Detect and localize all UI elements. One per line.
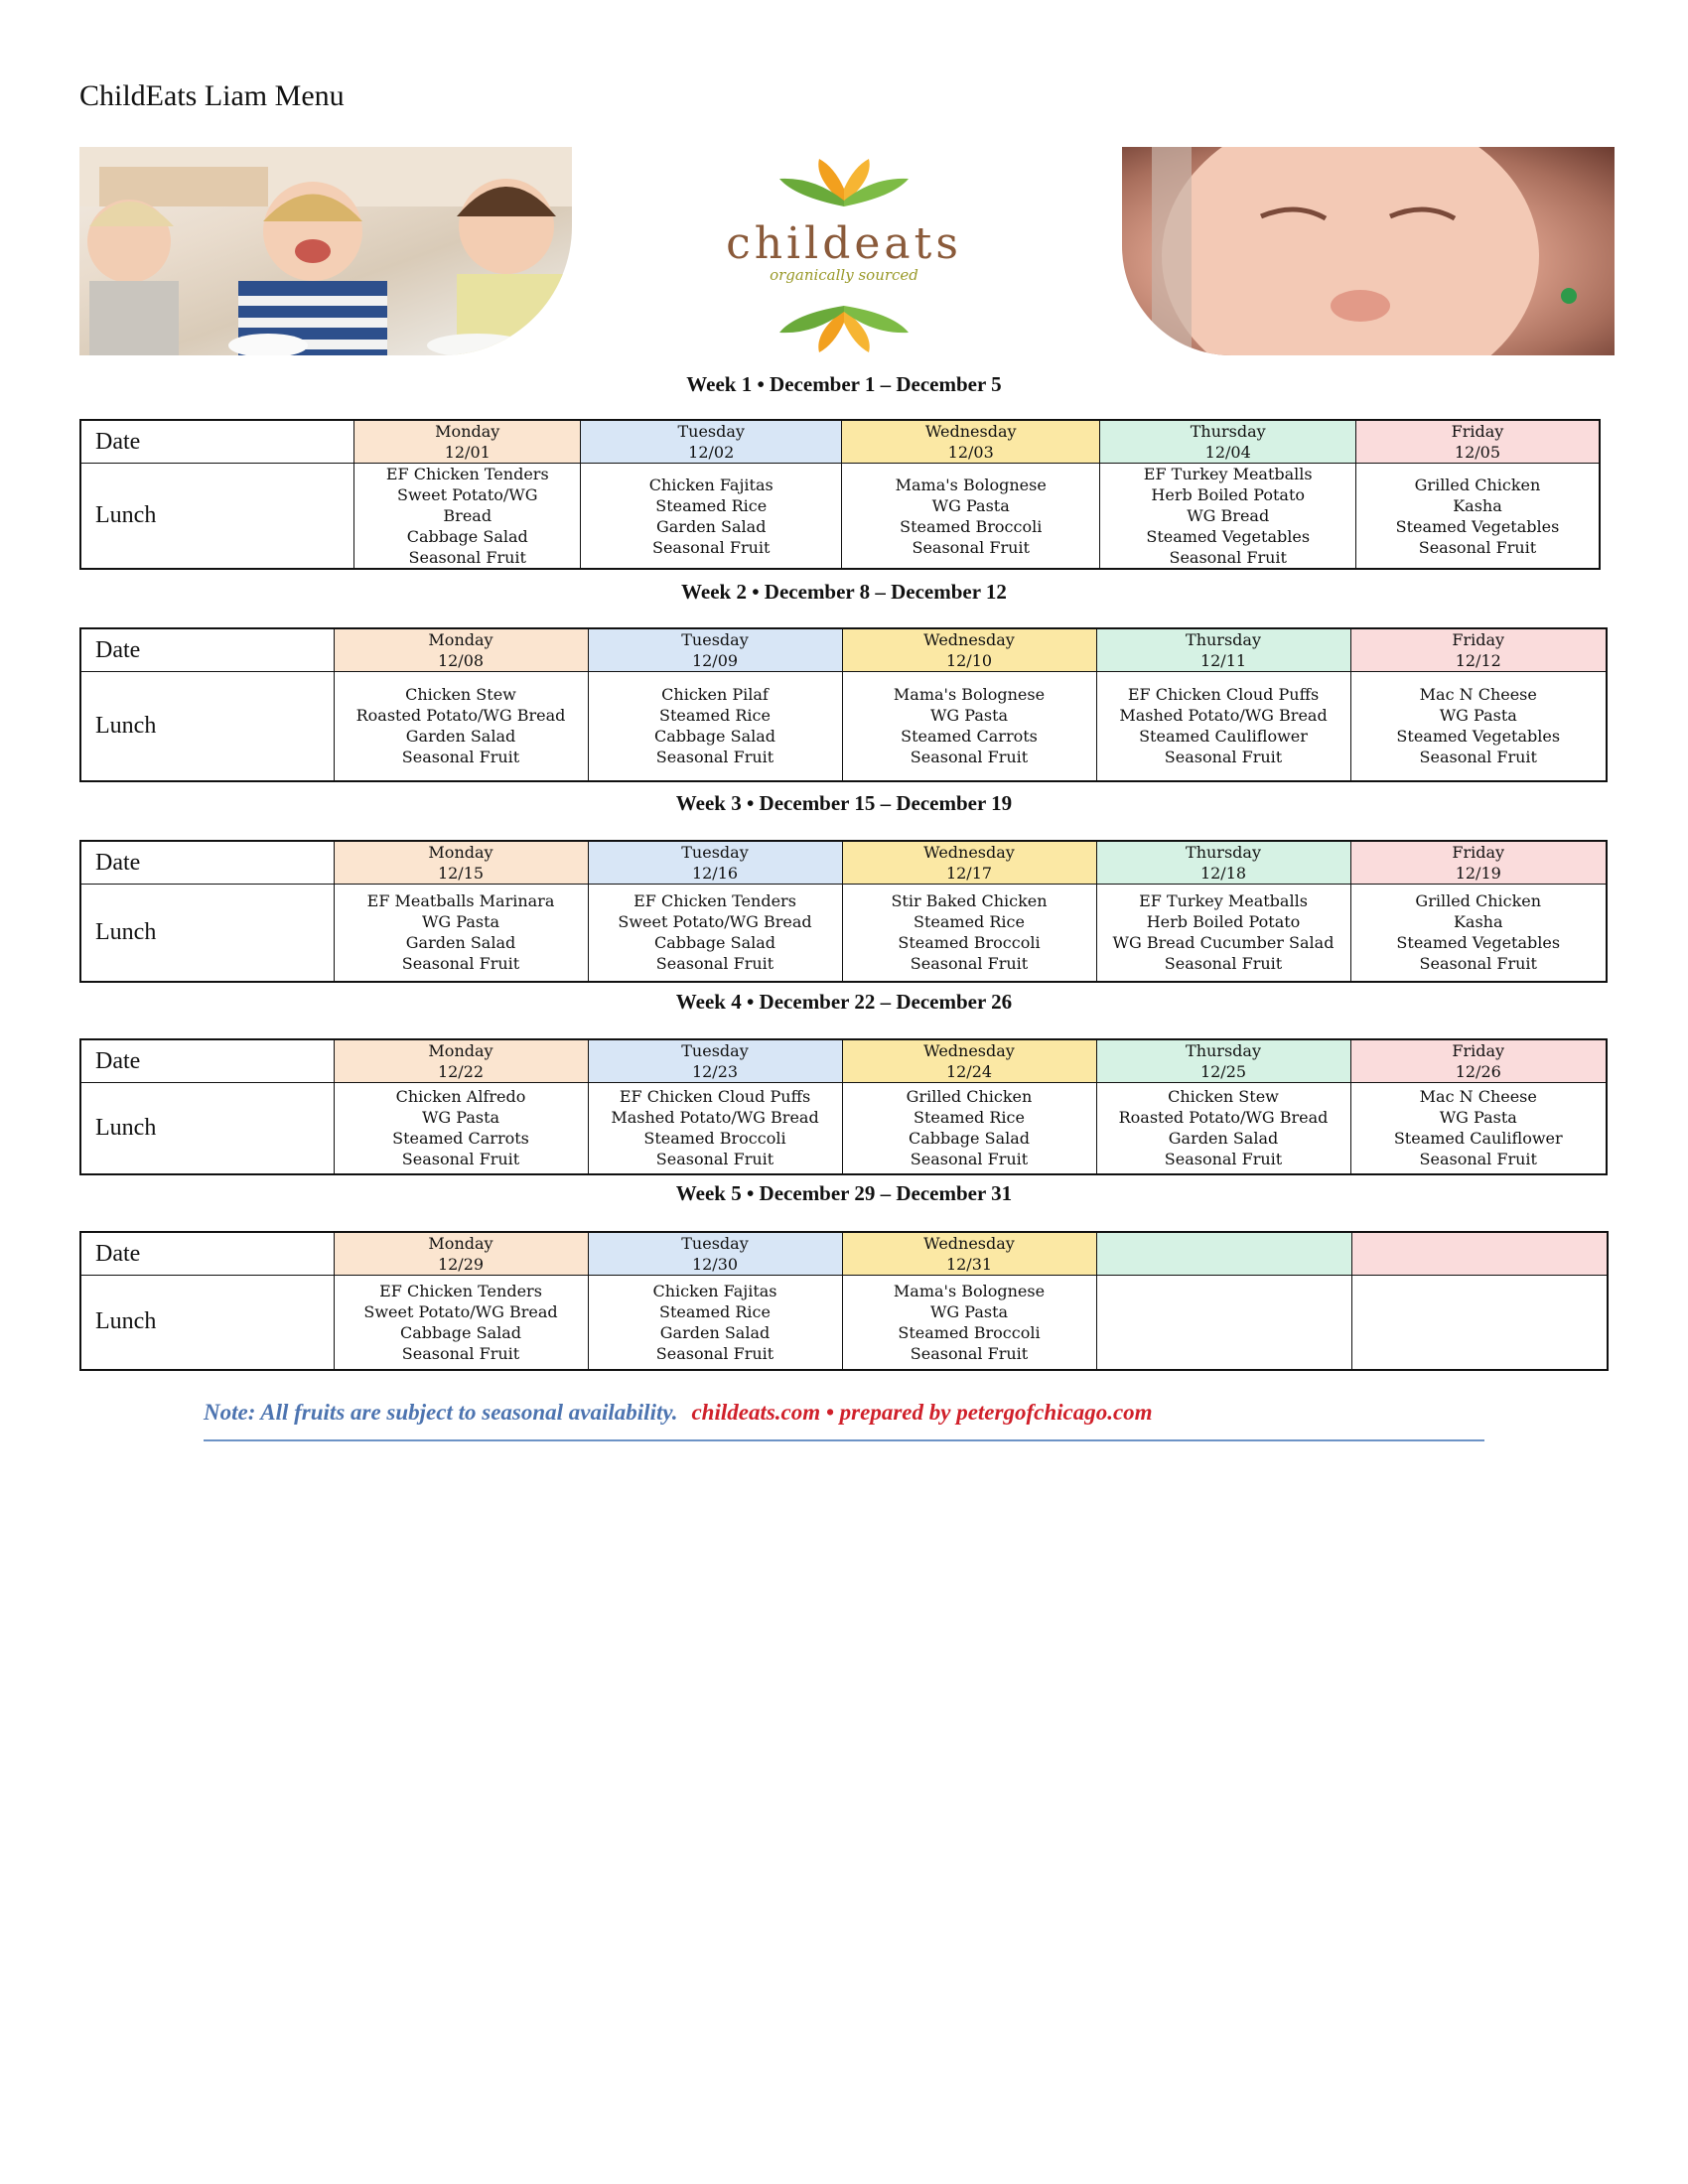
menu-item: Seasonal Fruit — [910, 954, 1029, 974]
menu-item: WG Pasta — [931, 495, 1010, 515]
childeats-logo — [685, 149, 1003, 357]
menu-item: Steamed Vegetables — [1395, 516, 1560, 536]
day-header-cell — [588, 628, 842, 672]
document-title: ChildEats Liam Menu — [79, 79, 345, 112]
menu-item: WG Bread Cucumber Salad — [1112, 933, 1335, 953]
menu-item: Mac N Cheese — [1419, 685, 1537, 705]
menu-item: Sweet Potato/WG Bread — [618, 912, 812, 932]
menu-item: Seasonal Fruit — [1169, 548, 1287, 567]
menu-item: Seasonal Fruit — [651, 537, 771, 557]
day-name: Monday — [428, 843, 493, 862]
day-date: 12/23 — [691, 1062, 739, 1081]
menu-item: Steamed Cauliflower — [1393, 1129, 1563, 1149]
day-header-cell — [1350, 628, 1607, 672]
day-header-cell — [334, 628, 588, 672]
lunch-label: Lunch — [80, 885, 334, 982]
date-row — [80, 420, 1600, 464]
menu-item: Herb Boiled Potato — [1146, 912, 1301, 932]
menu-item: Cabbage Salad — [406, 527, 528, 546]
meal-cell — [842, 1083, 1096, 1174]
day-header-cell — [1350, 841, 1607, 885]
date-row — [80, 1039, 1607, 1083]
menu-item: Seasonal Fruit — [401, 1150, 520, 1169]
meal-cell — [841, 464, 1100, 570]
menu-item: Seasonal Fruit — [655, 1150, 774, 1169]
day-date: 12/04 — [1204, 443, 1251, 462]
menu-item: Cabbage Salad — [400, 1322, 521, 1342]
day-header-cell — [1096, 841, 1350, 885]
menu-item: Grilled Chicken — [1415, 891, 1542, 911]
meal-cell — [1350, 1083, 1607, 1174]
week-menu-table — [79, 840, 1608, 983]
menu-item: Mashed Potato/WG Bread — [1119, 706, 1328, 726]
day-name: Tuesday — [681, 843, 749, 862]
menu-item: EF Chicken Cloud Puffs — [619, 1087, 811, 1107]
lunch-label: Lunch — [80, 1276, 334, 1370]
meal-cell — [1096, 672, 1350, 781]
menu-item: WG Pasta — [929, 706, 1009, 726]
meal-cell — [842, 885, 1096, 982]
menu-item: EF Chicken Tenders — [633, 891, 796, 911]
day-header-cell — [1096, 628, 1350, 672]
menu-item: Steamed Rice — [659, 706, 771, 726]
day-date: 12/26 — [1455, 1062, 1501, 1081]
week-menu-table — [79, 1038, 1608, 1175]
date-label: Date — [80, 1232, 334, 1276]
menu-item: Chicken Fajitas — [648, 475, 774, 494]
meal-cell — [1355, 464, 1600, 570]
day-name: Tuesday — [681, 1234, 749, 1253]
day-name: Friday — [1452, 843, 1505, 862]
menu-item: Steamed Broccoli — [898, 933, 1041, 953]
day-header-cell — [334, 841, 588, 885]
day-header-cell — [1355, 420, 1600, 464]
menu-item: Seasonal Fruit — [408, 548, 526, 567]
day-name: Tuesday — [677, 422, 745, 441]
day-name: Friday — [1452, 630, 1505, 649]
menu-item: Seasonal Fruit — [1418, 537, 1537, 557]
day-date: 12/24 — [945, 1062, 993, 1081]
menu-item: Roasted Potato/WG Bread — [1118, 1108, 1329, 1128]
lunch-row — [80, 464, 1600, 570]
menu-item: Steamed Vegetables — [1396, 727, 1561, 747]
menu-item: Mama's Bolognese — [893, 1281, 1046, 1300]
menu-item: Garden Salad — [405, 727, 516, 747]
meal-cell — [354, 464, 581, 570]
menu-item: Seasonal Fruit — [910, 1343, 1029, 1363]
day-name: Monday — [435, 422, 500, 441]
menu-item: Mashed Potato/WG Bread — [611, 1108, 819, 1128]
day-header-cell — [581, 420, 842, 464]
meal-cell — [842, 1276, 1096, 1370]
menu-item: Sweet Potato/WG Bread — [363, 1301, 558, 1321]
menu-item: Seasonal Fruit — [1164, 748, 1283, 767]
meal-cell — [1096, 1276, 1351, 1370]
day-name: Wednesday — [923, 1041, 1015, 1060]
week-menu-table — [79, 419, 1601, 570]
menu-item: Mama's Bolognese — [893, 685, 1046, 705]
menu-item: Steamed Rice — [914, 1108, 1025, 1128]
children-eating-photo — [79, 147, 572, 355]
day-date: 12/18 — [1199, 864, 1247, 883]
logo-tagline: organically sourced — [770, 266, 918, 284]
menu-item: WG Pasta — [421, 912, 500, 932]
day-header-cell — [841, 420, 1100, 464]
footer-note — [204, 1400, 1484, 1441]
day-header-cell — [1096, 1039, 1350, 1083]
meal-cell — [1350, 885, 1607, 982]
menu-item: Chicken Alfredo — [395, 1087, 526, 1107]
day-name: Friday — [1451, 422, 1504, 441]
day-name: Monday — [428, 1234, 493, 1253]
menu-item: Seasonal Fruit — [401, 748, 520, 767]
day-date: 12/02 — [688, 443, 735, 462]
menu-item: Garden Salad — [659, 1322, 771, 1342]
menu-item: Chicken Pilaf — [661, 685, 769, 705]
menu-item: Kasha — [1453, 912, 1503, 932]
week-menu-table — [79, 1231, 1609, 1371]
day-name: Thursday — [1186, 1041, 1261, 1060]
menu-item: Seasonal Fruit — [910, 748, 1029, 767]
day-date: 12/11 — [1199, 651, 1247, 670]
menu-item: Cabbage Salad — [909, 1129, 1030, 1149]
meal-cell — [588, 1083, 842, 1174]
meal-cell — [334, 1276, 588, 1370]
day-date: 12/19 — [1455, 864, 1501, 883]
day-date: 12/08 — [437, 651, 485, 670]
menu-item: Steamed Broccoli — [643, 1129, 786, 1149]
day-header-cell — [588, 1232, 842, 1276]
day-name: Wednesday — [924, 422, 1017, 441]
meal-cell — [1096, 1083, 1350, 1174]
menu-item: WG Pasta — [929, 1301, 1009, 1321]
menu-item: Chicken Stew — [405, 685, 516, 705]
meal-cell — [1096, 885, 1350, 982]
menu-item: Grilled Chicken — [1414, 475, 1541, 494]
day-date: 12/03 — [947, 443, 994, 462]
menu-item: Steamed Broccoli — [900, 516, 1043, 536]
day-name: Wednesday — [923, 843, 1015, 862]
day-header-cell — [354, 420, 581, 464]
day-date: 12/22 — [437, 1062, 485, 1081]
lunch-row — [80, 885, 1607, 982]
menu-item: Garden Salad — [405, 933, 516, 953]
meal-cell — [334, 1083, 588, 1174]
meal-cell — [588, 885, 842, 982]
lunch-label: Lunch — [80, 1083, 334, 1174]
menu-item: Seasonal Fruit — [1419, 748, 1537, 767]
day-date: 12/29 — [437, 1255, 485, 1274]
day-name: Tuesday — [681, 1041, 749, 1060]
day-header-cell — [588, 841, 842, 885]
date-row — [80, 841, 1607, 885]
meal-cell — [588, 1276, 842, 1370]
logo-wordmark: childeats — [726, 218, 962, 269]
menu-item: EF Meatballs Marinara — [366, 891, 555, 911]
day-date: 12/01 — [444, 443, 491, 462]
date-row — [80, 628, 1607, 672]
menu-item: Steamed Vegetables — [1146, 527, 1311, 546]
lunch-label: Lunch — [80, 672, 334, 781]
day-date: 12/25 — [1199, 1062, 1247, 1081]
day-name: Monday — [428, 630, 493, 649]
menu-item: Garden Salad — [655, 516, 767, 536]
girl-eating-photo — [1122, 147, 1615, 355]
menu-item: Mama's Bolognese — [895, 475, 1047, 494]
menu-item: EF Chicken Tenders — [379, 1281, 542, 1300]
day-date: 12/09 — [691, 651, 739, 670]
day-header-cell — [1350, 1039, 1607, 1083]
menu-item: Bread — [443, 506, 492, 525]
menu-item: Chicken Fajitas — [652, 1281, 777, 1300]
menu-item: EF Turkey Meatballs — [1143, 465, 1313, 483]
menu-item: Seasonal Fruit — [401, 1343, 520, 1363]
meal-cell — [842, 672, 1096, 781]
meal-cell — [334, 672, 588, 781]
menu-item: Steamed Broccoli — [898, 1322, 1041, 1342]
menu-item: WG Bread — [1187, 506, 1270, 525]
week-heading: Week 4 • December 22 – December 26 — [675, 990, 1013, 1014]
day-header-cell — [842, 1232, 1096, 1276]
menu-item: Roasted Potato/WG Bread — [355, 706, 566, 726]
credit-link[interactable]: childeats.com • prepared by petergofchicago.com — [691, 1400, 1153, 1425]
week-menu-table — [79, 627, 1608, 782]
day-name: Thursday — [1186, 843, 1261, 862]
menu-item: Seasonal Fruit — [1164, 1150, 1283, 1169]
date-label: Date — [80, 841, 334, 885]
day-name: Monday — [428, 1041, 493, 1060]
day-header-cell — [1096, 1232, 1351, 1276]
day-date: 12/17 — [945, 864, 993, 883]
menu-item: Kasha — [1453, 495, 1502, 515]
menu-item: EF Chicken Tenders — [385, 465, 549, 483]
day-date: 12/10 — [945, 651, 993, 670]
menu-item: Steamed Carrots — [901, 727, 1038, 747]
menu-item: Seasonal Fruit — [655, 954, 774, 974]
day-date: 12/16 — [691, 864, 739, 883]
menu-item: Seasonal Fruit — [655, 1343, 774, 1363]
meal-cell — [1350, 672, 1607, 781]
meal-cell — [588, 672, 842, 781]
meal-cell — [334, 885, 588, 982]
day-name: Tuesday — [681, 630, 749, 649]
date-label: Date — [80, 1039, 334, 1083]
menu-item: Sweet Potato/WG — [396, 485, 538, 504]
day-header-cell — [842, 841, 1096, 885]
day-name: Thursday — [1186, 630, 1261, 649]
day-header-cell — [842, 628, 1096, 672]
day-date: 12/12 — [1455, 651, 1501, 670]
date-label: Date — [80, 628, 334, 672]
menu-item: WG Pasta — [1439, 1108, 1517, 1128]
day-name: Wednesday — [923, 630, 1015, 649]
menu-item: Steamed Rice — [914, 912, 1025, 932]
day-name: Thursday — [1190, 422, 1266, 441]
menu-item: Cabbage Salad — [654, 933, 775, 953]
menu-item: Seasonal Fruit — [912, 537, 1030, 557]
meal-cell — [1100, 464, 1356, 570]
lunch-label: Lunch — [80, 464, 354, 570]
day-header-cell — [842, 1039, 1096, 1083]
seasonal-availability-note: Note: All fruits are subject to seasonal availability. — [204, 1400, 678, 1425]
menu-item: Steamed Rice — [659, 1301, 771, 1321]
week-heading: Week 2 • December 8 – December 12 — [681, 580, 1007, 604]
day-header-cell — [1351, 1232, 1608, 1276]
menu-item: Seasonal Fruit — [1164, 954, 1283, 974]
menu-item: Herb Boiled Potato — [1151, 485, 1306, 504]
day-name: Wednesday — [923, 1234, 1015, 1253]
lunch-row — [80, 1083, 1607, 1174]
menu-item: Mac N Cheese — [1419, 1087, 1537, 1107]
menu-item: Seasonal Fruit — [910, 1150, 1029, 1169]
date-row — [80, 1232, 1608, 1276]
menu-item: Chicken Stew — [1168, 1087, 1279, 1107]
menu-item: Garden Salad — [1168, 1129, 1279, 1149]
menu-item: Seasonal Fruit — [1419, 1150, 1537, 1169]
week-heading: Week 1 • December 1 – December 5 — [686, 372, 1002, 396]
menu-item: Steamed Carrots — [392, 1129, 529, 1149]
day-name: Friday — [1452, 1041, 1505, 1060]
menu-item: Stir Baked Chicken — [891, 891, 1048, 911]
week-heading: Week 3 • December 15 – December 19 — [675, 791, 1013, 815]
menu-item: Seasonal Fruit — [1419, 954, 1537, 974]
menu-item: Grilled Chicken — [906, 1087, 1033, 1107]
date-label: Date — [80, 420, 354, 464]
day-date: 12/15 — [437, 864, 485, 883]
day-header-cell — [1100, 420, 1356, 464]
menu-item: Steamed Vegetables — [1396, 933, 1561, 953]
lunch-row — [80, 1276, 1608, 1370]
meal-cell — [581, 464, 842, 570]
menu-item: EF Turkey Meatballs — [1139, 891, 1308, 911]
day-header-cell — [588, 1039, 842, 1083]
menu-item: WG Pasta — [1439, 706, 1517, 726]
menu-item: Seasonal Fruit — [401, 954, 520, 974]
menu-item: Seasonal Fruit — [655, 748, 774, 767]
menu-item: Cabbage Salad — [654, 727, 775, 747]
meal-cell — [1351, 1276, 1608, 1370]
menu-item: EF Chicken Cloud Puffs — [1127, 685, 1320, 705]
day-header-cell — [334, 1039, 588, 1083]
week-heading: Week 5 • December 29 – December 31 — [675, 1181, 1013, 1205]
lunch-row — [80, 672, 1607, 781]
day-date: 12/05 — [1454, 443, 1501, 462]
menu-item: WG Pasta — [421, 1108, 500, 1128]
menu-item: Steamed Rice — [655, 495, 768, 515]
day-header-cell — [334, 1232, 588, 1276]
day-date: 12/30 — [691, 1255, 739, 1274]
day-date: 12/31 — [945, 1255, 993, 1274]
menu-item: Steamed Cauliflower — [1139, 727, 1308, 747]
